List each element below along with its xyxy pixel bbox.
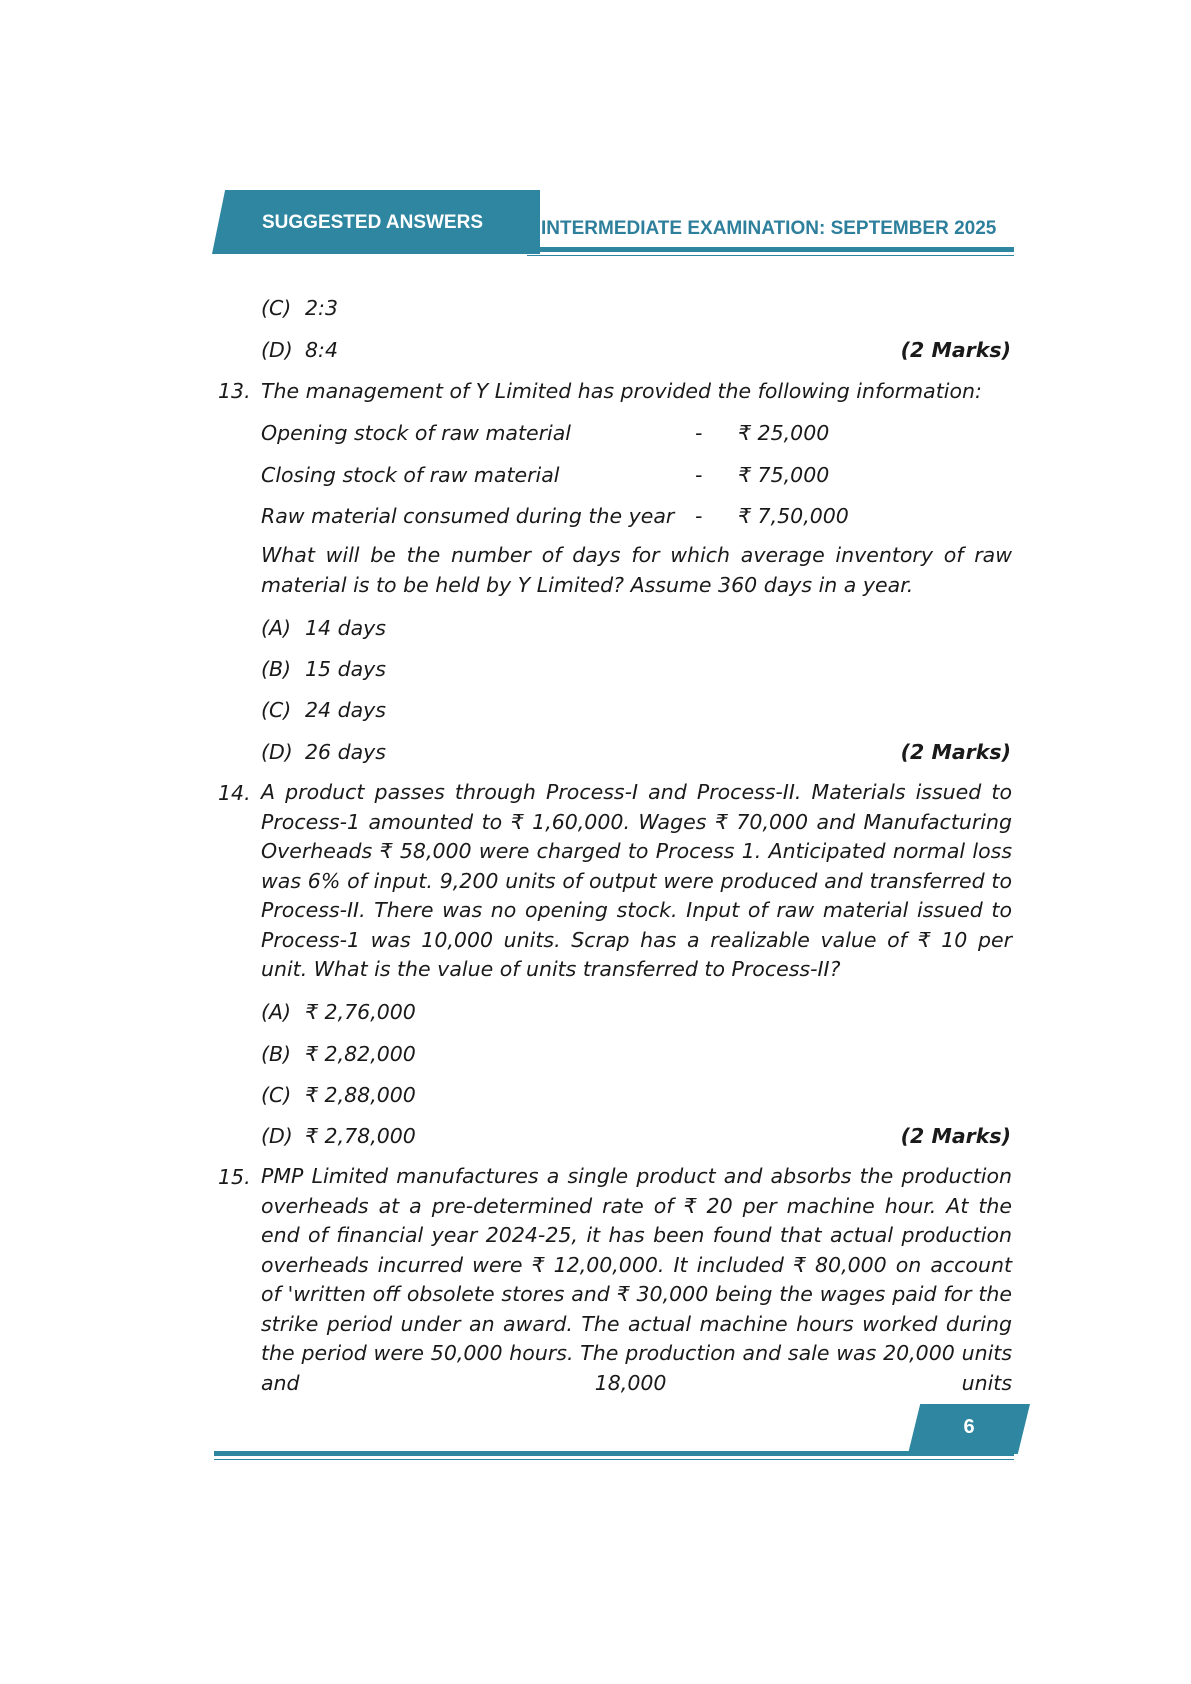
header-rule [527,247,1014,252]
q13-option-label: (D) [261,740,293,764]
q13-row-dash: - [695,463,703,487]
q13-option-text: 14 days [305,616,386,640]
q14-option-label: (A) [261,1000,292,1024]
header-left-label: SUGGESTED ANSWERS [262,212,483,233]
header-rule-thin [527,255,1014,256]
q14-option-text: ₹ 2,78,000 [305,1124,416,1148]
q13-number: 13. [218,379,251,403]
q13-row-value: ₹ 25,000 [738,421,830,445]
q13-option-text: 24 days [305,698,386,722]
q14-option-text: ₹ 2,82,000 [305,1042,416,1066]
q13-row-dash: - [695,421,703,445]
q13-row-label: Opening stock of raw material [261,421,572,445]
q12-option-d-text: 8:4 [305,338,338,362]
q13-row-label: Closing stock of raw material [261,463,560,487]
q14-text: A product passes through Process-I and Process-II. Materials issued to Process-1 amounted to ₹ 1,60,000. Wages ₹ 70,000 and Manufacturing Overheads ₹ 58,000 were charged to Process 1. Anticipated normal loss was 6% of input. 9,200 units of output were produced and transferred to Process-II. There was no opening stock. Input of raw material issued to Process-1 was 10,000 units. Scrap has a realizable value of ₹ 10 per unit. What is the value of units transferred to Process-II? [261,780,1012,981]
q13-option-label: (A) [261,616,292,640]
q13-row-dash: - [695,504,703,528]
q14-number: 14. [218,781,251,805]
q14-option-text: ₹ 2,88,000 [305,1083,416,1107]
q13-intro: The management of Y Limited has provided the following information: [261,379,982,403]
q15-text: PMP Limited manufactures a single product and absorbs the production overheads at a pre-determined rate of ₹ 20 per machine hour. At the end of financial year 2024-25, it has been found that actual production overheads incurred were ₹ 12,00,000. It included ₹ 80,000 on account of 'written off obsolete stores and ₹ 30,000 being the wages paid for the strike period under an award. The actual machine hours worked during the period were 50,000 hours. The production and sale was 20,000 units and 18,000 units [261,1164,1012,1395]
q13-marks: (2 Marks) [900,740,1011,764]
q14-option-label: (B) [261,1042,292,1066]
footer-rule-thin [214,1459,1014,1460]
q15-number: 15. [218,1165,251,1189]
q13-option-text: 15 days [305,657,386,681]
q12-option-c-label: (C) [261,296,292,320]
page-number: 6 [963,1416,975,1438]
q14-option-label: (C) [261,1083,292,1107]
q13-row-label: Raw material consumed during the year [261,504,675,528]
q13-row-value: ₹ 7,50,000 [738,504,849,528]
q14-option-text: ₹ 2,76,000 [305,1000,416,1024]
q13-question: What will be the number of days for which average inventory of raw material is to be held by Y Limited? Assume 360 days in a year. [261,543,1012,597]
q13-option-text: 26 days [305,740,386,764]
q14-marks: (2 Marks) [900,1124,1011,1148]
q12-option-d-label: (D) [261,338,293,362]
q13-option-label: (C) [261,698,292,722]
q12-option-c-text: 2:3 [305,296,338,320]
q14-option-label: (D) [261,1124,293,1148]
footer-rule [214,1451,1014,1456]
q12-marks: (2 Marks) [900,338,1011,362]
q13-option-label: (B) [261,657,292,681]
header-exam-title: INTERMEDIATE EXAMINATION: SEPTEMBER 2025 [541,218,997,239]
q13-row-value: ₹ 75,000 [738,463,830,487]
